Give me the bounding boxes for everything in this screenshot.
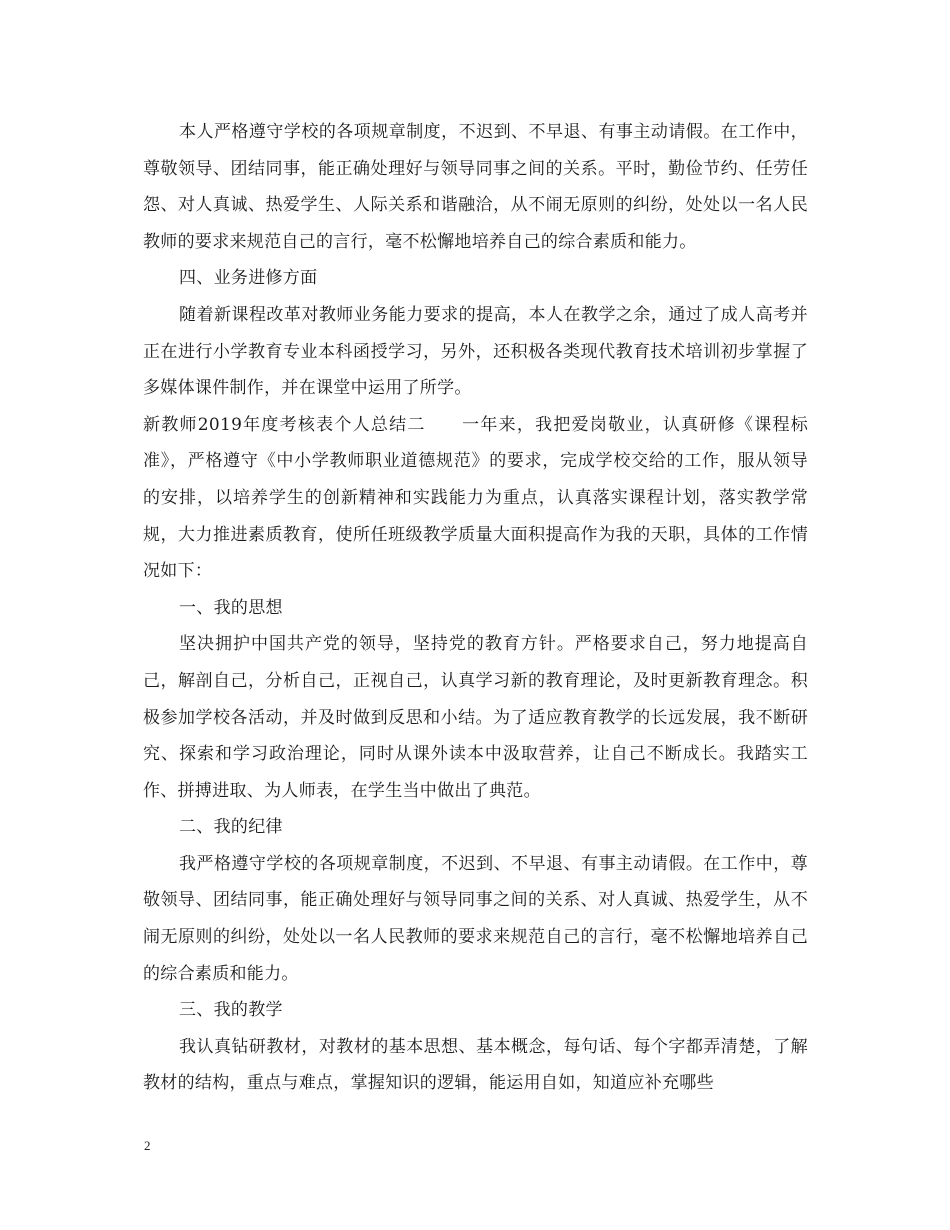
- paragraph-summary-two-intro: 新教师2019年度考核表个人总结二 一年来，我把爱岗敬业，认真研修《课程标准》，严格遵守《中小学教师职业道德规范》的要求，完成学校交给的工作，服从领导的安排，以培养学生的创新精神和实践能力为重点，认真落实课程计划，落实教学常规，大力推进素质教育，使所任班级教学质量大面积提高作为我的天职，具体的工作情况如下：: [143, 414, 808, 582]
- page-number: 2: [144, 1138, 151, 1153]
- heading-my-thoughts: 一、我的思想: [179, 597, 283, 618]
- paragraph-my-discipline: 我严格遵守学校的各项规章制度，不迟到、不早退、有事主动请假。在工作中，尊敬领导、团结同事，能正确处理好与领导同事之间的关系、对人真诚、热爱学生，从不闹无原则的纠纷，处处以一名人民教师的要求来规范自己的言行，毫不松懈地培养自己的综合素质和能力。: [143, 853, 808, 984]
- document-body: [143, 114, 808, 1102]
- heading-professional-development: 四、业务进修方面: [179, 268, 318, 289]
- paragraph-discipline-intro: 本人严格遵守学校的各项规章制度，不迟到、不早退、有事主动请假。在工作中，尊敬领导、团结同事，能正确处理好与领导同事之间的关系。平时，勤俭节约、任劳任怨、对人真诚、热爱学生、人际关系和谐融洽，从不闹无原则的纠纷，处处以一名人民教师的要求来规范自己的言行，毫不松懈地培养自己的综合素质和能力。: [143, 122, 808, 252]
- heading-my-teaching: 三、我的教学: [179, 1000, 283, 1021]
- heading-my-discipline: 二、我的纪律: [179, 817, 283, 838]
- paragraph-my-thoughts: 坚决拥护中国共产党的领导，坚持党的教育方针。严格要求自己，努力地提高自己，解剖自己，分析自己，正视自己，认真学习新的教育理论，及时更新教育理念。积极参加学校各活动，并及时做到反思和小结。为了适应教育教学的长远发展，我不断研究、探索和学习政治理论，同时从课外读本中汲取营养，让自己不断成长。我踏实工作、拼搏进取、为人师表，在学生当中做出了典范。: [143, 634, 808, 801]
- paragraph-professional-development: 随着新课程改革对教师业务能力要求的提高，本人在教学之余，通过了成人高考并正在进行小学教育专业本科函授学习，另外，还积极各类现代教育技术培训初步掌握了多媒体课件制作，并在课堂中运用了所学。: [143, 304, 808, 399]
- paragraph-my-teaching: 我认真钻研教材，对教材的基本思想、基本概念，每句话、每个字都弄清楚，了解教材的结构，重点与难点，掌握知识的逻辑，能运用自如，知道应补充哪些: [143, 1036, 808, 1094]
